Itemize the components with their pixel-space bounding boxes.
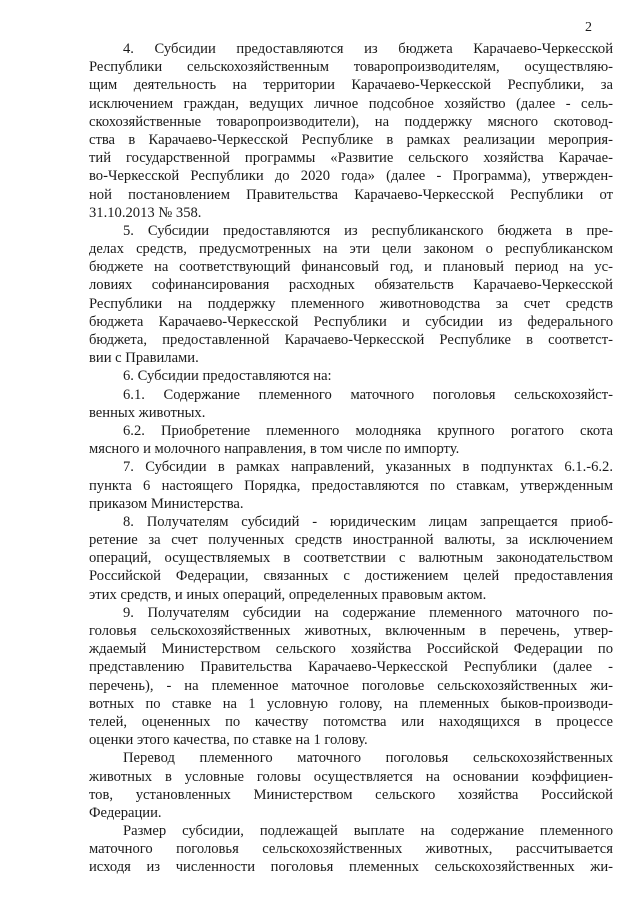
document-body xyxy=(89,40,613,877)
text-line: ретение за счет полученных средств иностранной валюты, за исключением xyxy=(89,532,613,549)
text-line: 4. Субсидии предоставляются из бюджета Карачаево-Черкесской xyxy=(123,41,613,57)
text-line: 31.10.2013 № 358. xyxy=(89,204,202,221)
text-line: животных в условные головы осуществляется на основании коэффициен- xyxy=(89,768,613,785)
text-line: 6. Субсидии предоставляются на: xyxy=(123,368,332,385)
paragraph xyxy=(89,749,613,822)
paragraph xyxy=(89,386,613,422)
text-line: операций, осуществляемых в соответствии с валютным законодательством xyxy=(89,550,613,567)
text-line: пункта 6 настоящего Порядка, предоставляются по ставкам, утвержденным xyxy=(89,477,613,494)
text-line: 6.2. Приобретение племенного молодняка крупного рогатого скота xyxy=(123,422,613,439)
paragraph xyxy=(89,367,613,385)
paragraph xyxy=(89,604,613,750)
text-line: Перевод племенного маточного поголовья сельскохозяйственных xyxy=(123,750,613,767)
text-line: 7. Субсидии в рамках направлений, указанных в подпунктах 6.1.-6.2. xyxy=(123,459,613,476)
paragraph xyxy=(89,513,613,604)
text-line: тов, установленных Министерством сельского хозяйства Российской xyxy=(89,786,613,803)
text-line: мясного и молочного направления, в том числе по импорту. xyxy=(89,441,460,458)
text-line: ловиях софинансирования расходных обязательств Карачаево-Черкесской xyxy=(89,277,613,294)
text-line: тий государственной программы «Развитие сельского хозяйства Карачае- xyxy=(89,150,613,167)
text-line: ства в Карачаево-Черкесской Республике в рамках реализации мероприя- xyxy=(89,131,613,148)
text-line: во-Черкесской Республики до 2020 года» (далее - Программа), утвержден- xyxy=(89,168,613,185)
text-line: 6.1. Содержание племенного маточного поголовья сельскохозяйст- xyxy=(123,386,613,403)
text-line: Республики сельскохозяйственным товаропроизводителям, осуществляю- xyxy=(89,59,613,76)
paragraph xyxy=(89,222,613,368)
text-line: бюджета, предоставленной Карачаево-Черкесской Республике в соответст- xyxy=(89,332,613,348)
text-line: вии с Правилами. xyxy=(89,350,199,367)
text-line: скохозяйственные товаропроизводители), на поддержку мясного скотовод- xyxy=(89,113,613,130)
paragraph xyxy=(89,822,613,877)
text-line: Российской Федерации, связанных с достижением целей предоставления xyxy=(89,568,613,585)
text-line: делах средств, предусмотренных на эти цели законом о республиканском xyxy=(89,241,613,258)
text-line: 5. Субсидии предоставляются из республиканского бюджета в пре- xyxy=(123,222,613,239)
paragraph xyxy=(89,422,613,458)
text-line: представлению Правительства Карачаево-Черкесской Республики (далее - xyxy=(89,659,613,676)
text-line: этих средств, и иных операций, определенных правовым актом. xyxy=(89,586,487,603)
text-line: 8. Получателям субсидий - юридическим лицам запрещается приоб- xyxy=(123,513,613,530)
paragraph xyxy=(89,40,613,222)
text-line: ждаемый Министерством сельского хозяйства Российской Федерации по xyxy=(89,641,613,658)
text-line: телей, оцененных по качеству потомства или находящихся в процессе xyxy=(89,713,613,730)
text-line: маточного поголовья сельскохозяйственных животных, рассчитывается xyxy=(89,841,613,858)
page-number: 2 xyxy=(585,20,592,35)
text-line: перечень), - на племенное маточное поголовье сельскохозяйственных жи- xyxy=(89,677,613,694)
text-line: 9. Получателям субсидии на содержание племенного маточного по- xyxy=(123,604,613,621)
text-line: Федерации. xyxy=(89,804,162,821)
text-line: головья сельскохозяйственных животных, включенным в перечень, утвер- xyxy=(89,623,613,639)
text-line: вотных по ставке на 1 условную голову, на племенных быков-производи- xyxy=(89,695,613,712)
text-line: исключением граждан, ведущих личное подсобное хозяйство (далее - сель- xyxy=(89,95,613,112)
text-line: Размер субсидии, подлежащей выплате на содержание племенного xyxy=(123,823,613,840)
text-line: бюджета Карачаево-Черкесской Республики и субсидии из федерального xyxy=(89,313,613,330)
paragraph xyxy=(89,458,613,513)
text-line: приказом Министерства. xyxy=(89,495,244,512)
text-line: ной постановлением Правительства Карачаево-Черкесской Республики от xyxy=(89,186,613,203)
text-line: Республики на поддержку племенного животноводства за счет средств xyxy=(89,295,613,312)
text-line: оценки этого качества, по ставке на 1 голову. xyxy=(89,732,368,749)
text-line: венных животных. xyxy=(89,404,206,421)
text-line: бюджете на соответствующий финансовый год, и плановый период на ус- xyxy=(89,259,613,276)
text-line: щим деятельность на территории Карачаево-Черкесской Республики, за xyxy=(89,77,613,94)
text-line: исходя из численности поголовья племенных сельскохозяйственных жи- xyxy=(89,859,613,876)
